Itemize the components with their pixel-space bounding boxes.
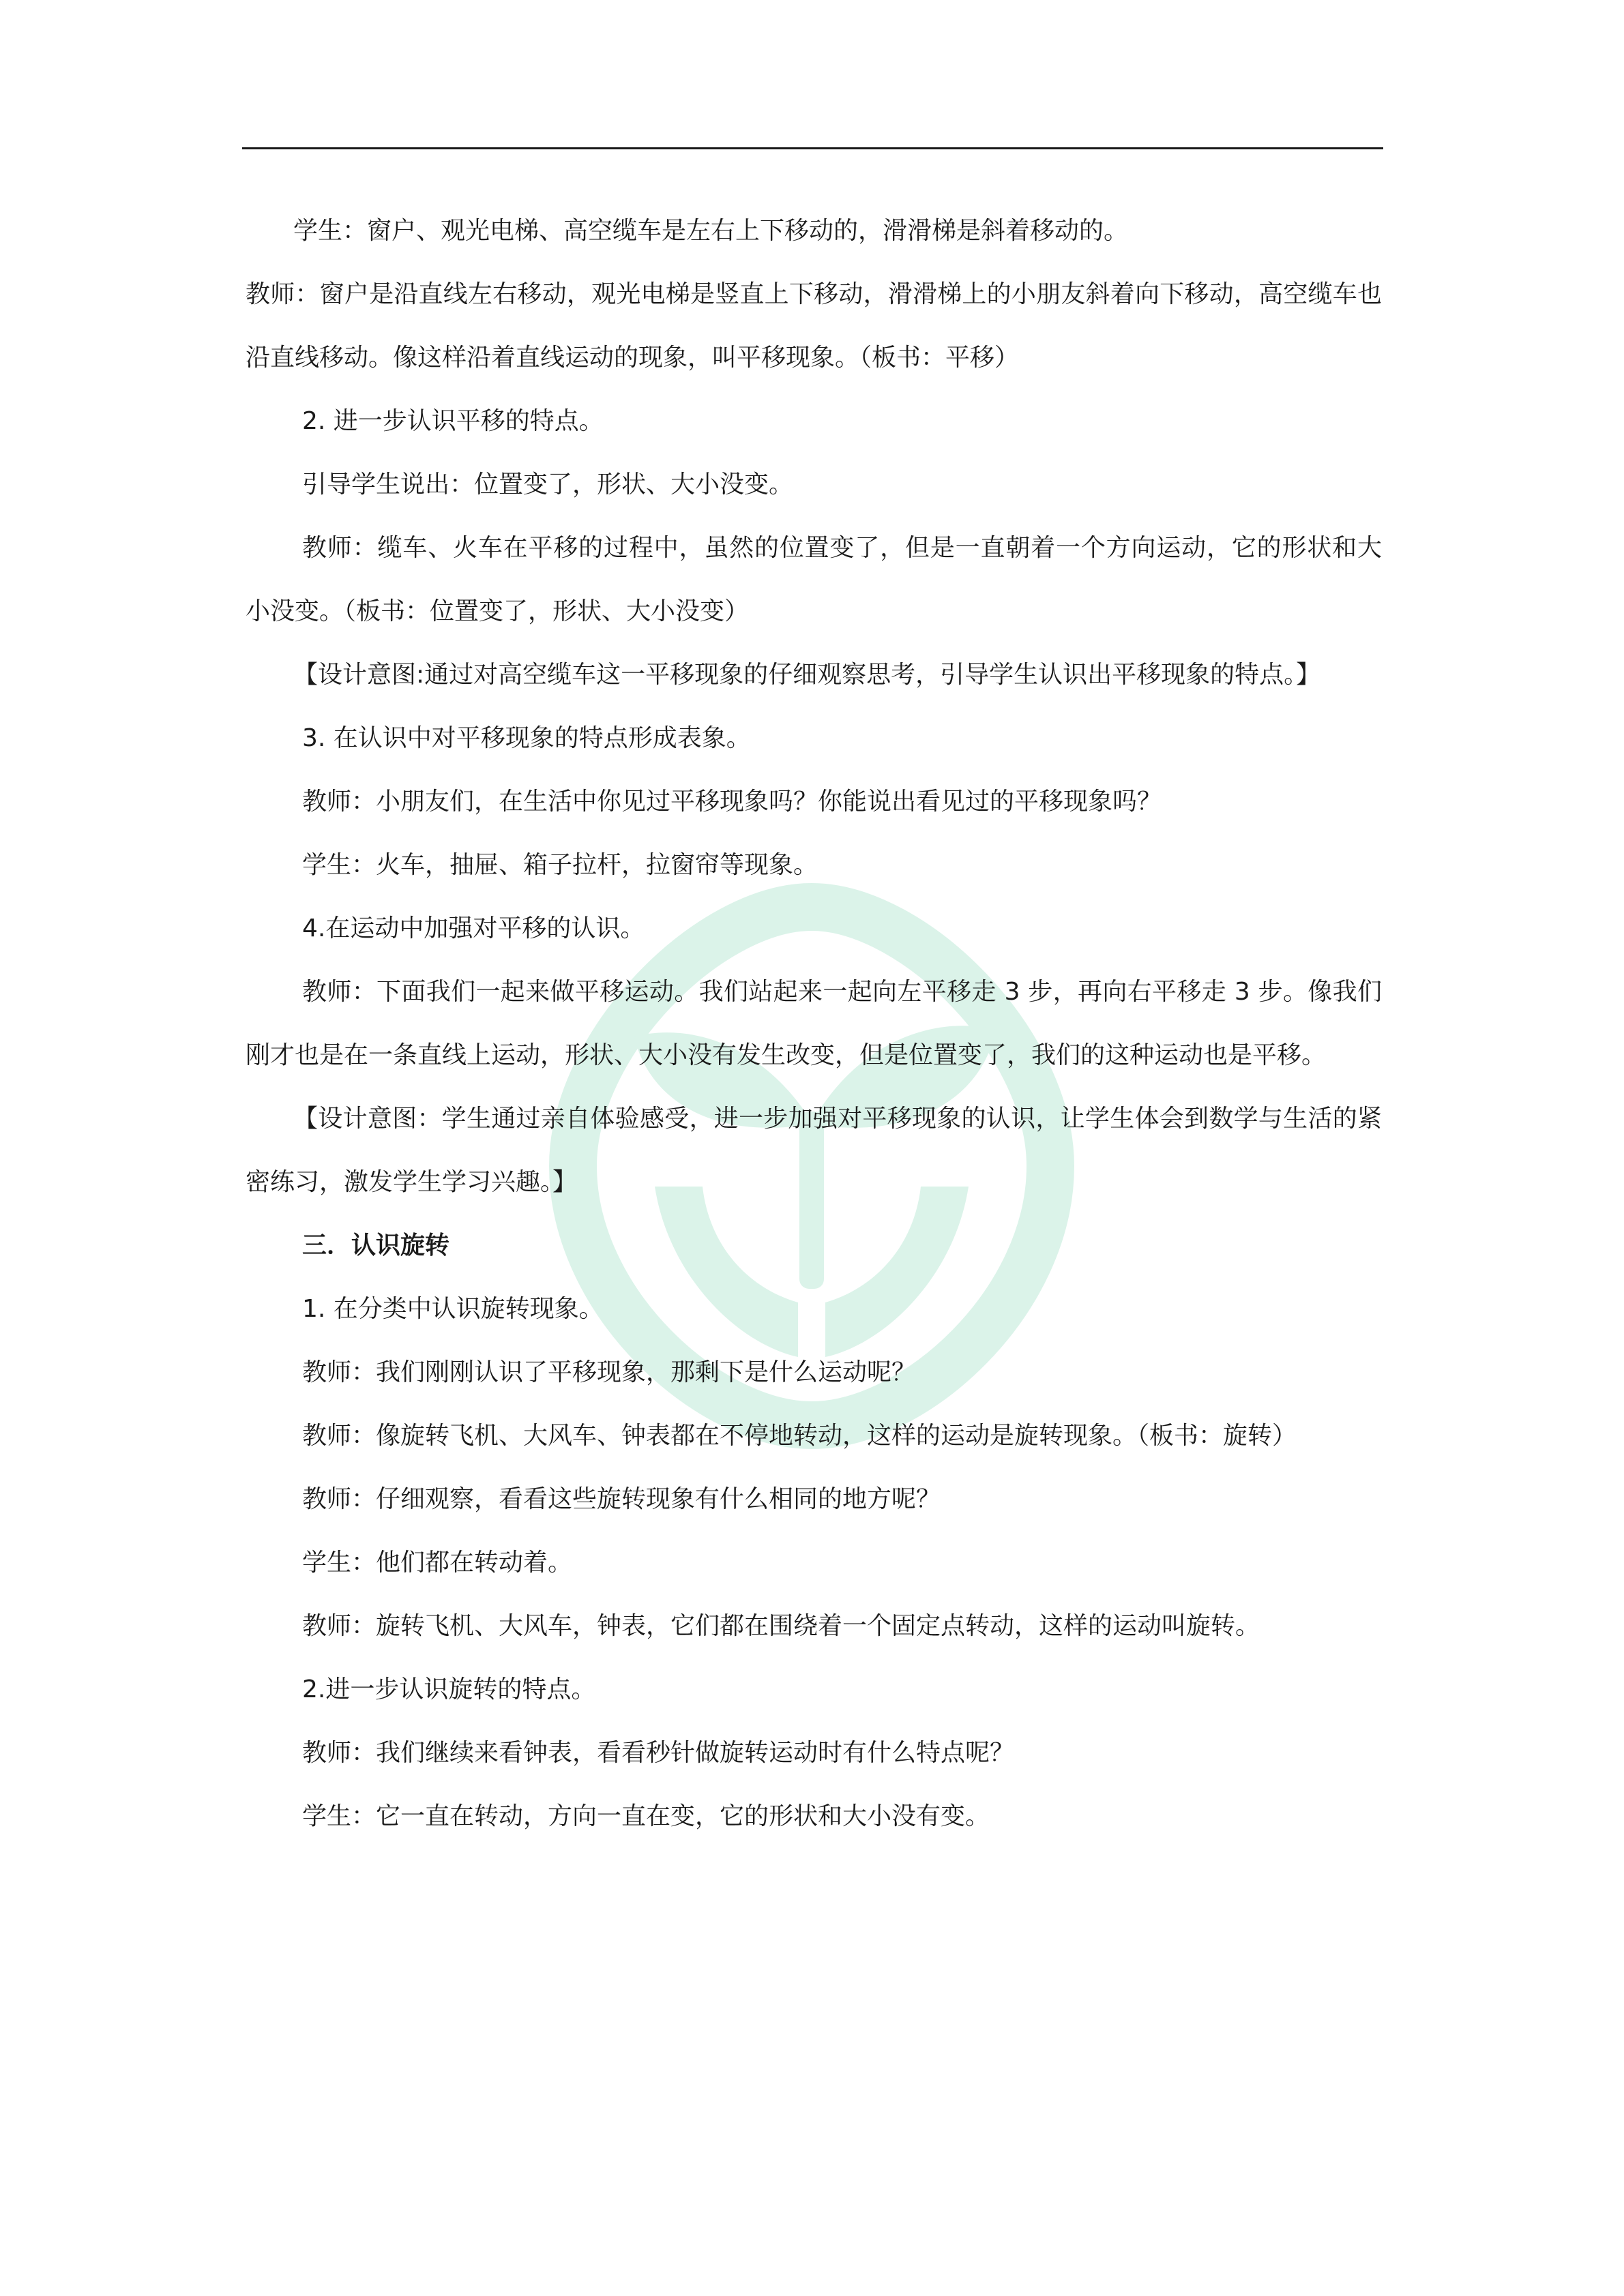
paragraph: 2. 进一步认识平移的特点。 xyxy=(302,407,604,435)
design-intent-note: 【设计意图：学生通过亲自体验感受，进一步加强对平移现象的认识，让学生体会到数学与生活的紧密练习，激发学生学习兴趣。】 xyxy=(246,1105,1382,1196)
section-heading: 三．认识旋转 xyxy=(302,1232,450,1259)
paragraph: 教师：我们刚刚认识了平移现象，那剩下是什么运动呢？ xyxy=(302,1358,917,1386)
paragraph: 教师：仔细观察，看看这些旋转现象有什么相同的地方呢？ xyxy=(302,1485,941,1513)
paragraph: 教师：小朋友们，在生活中你见过平移现象吗？你能说出看见过的平移现象吗？ xyxy=(302,788,1162,816)
paragraph: 3. 在认识中对平移现象的特点形成表象。 xyxy=(302,724,751,752)
paragraph: 引导学生说出：位置变了，形状、大小没变。 xyxy=(302,471,794,498)
paragraph: 学生：窗户、观光电梯、高空缆车是左右上下移动的，滑滑梯是斜着移动的。 xyxy=(293,217,1129,245)
document-body xyxy=(246,199,1382,1848)
paragraph: 教师：旋转飞机、大风车，钟表，它们都在围绕着一个固定点转动，这样的运动叫旋转。 xyxy=(302,1612,1260,1640)
header-rule xyxy=(242,147,1383,149)
paragraph: 教师：缆车、火车在平移的过程中，虽然的位置变了，但是一直朝着一个方向运动，它的形状和大小没变。（板书：位置变了，形状、大小没变） xyxy=(246,534,1382,625)
paragraph: 1. 在分类中认识旋转现象。 xyxy=(302,1295,604,1323)
paragraph: 教师：下面我们一起来做平移运动。我们站起来一起向左平移走 3 步，再向右平移走 3 步。像我们刚才也是在一条直线上运动，形状、大小没有发生改变，但是位置变了，我们的这种运动也是平移。 xyxy=(246,978,1382,1069)
paragraph: 学生：他们都在转动着。 xyxy=(302,1549,573,1577)
paragraph: 学生：火车，抽屉、箱子拉杆，拉窗帘等现象。 xyxy=(302,851,818,879)
paragraph: 教师：像旋转飞机、大风车、钟表都在不停地转动，这样的运动是旋转现象。（板书：旋转） xyxy=(302,1422,1297,1450)
paragraph: 教师：窗户是沿直线左右移动，观光电梯是竖直上下移动，滑滑梯上的小朋友斜着向下移动，高空缆车也沿直线移动。像这样沿着直线运动的现象，叫平移现象。（板书：平移） xyxy=(246,280,1382,372)
paragraph: 学生：它一直在转动，方向一直在变，它的形状和大小没有变。 xyxy=(302,1802,990,1830)
paragraph: 4.在运动中加强对平移的认识。 xyxy=(302,914,645,942)
paragraph: 教师：我们继续来看钟表，看看秒针做旋转运动时有什么特点呢？ xyxy=(302,1739,1015,1767)
paragraph: 2.进一步认识旋转的特点。 xyxy=(302,1675,596,1703)
design-intent-note: 【设计意图:通过对高空缆车这一平移现象的仔细观察思考，引导学生认识出平移现象的特点。】 xyxy=(293,661,1321,689)
